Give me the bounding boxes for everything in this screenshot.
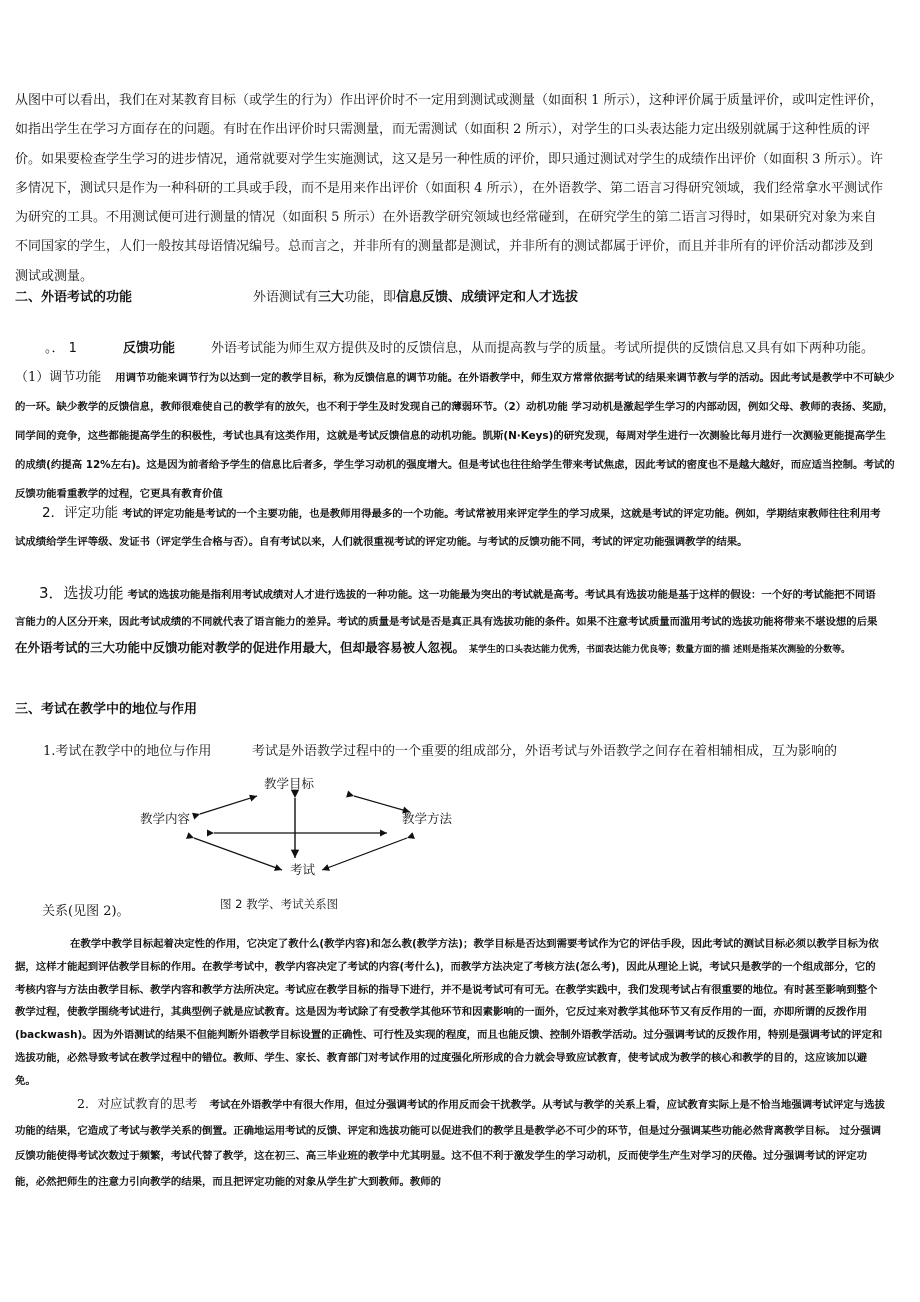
role-text: 考试是外语教学过程中的一个重要的组成部分，外语考试与外语教学之间存在着相辅相成，互为影响的 [252, 744, 838, 759]
diagram-node-method: 教学方法 [402, 811, 453, 826]
diagram-node-goal: 教学目标 [264, 776, 315, 791]
regulation-subheading: （1）调节功能 [15, 369, 102, 385]
exam-oriented-paragraph [15, 1092, 885, 1194]
subtitle-bold: 信息反馈、成绩评定和人才选拔 [396, 290, 579, 305]
selection-emphasis: 在外语考试的三大功能中反馈功能对教学的促进作用最大，但却最容易被人忽视。 [15, 640, 466, 655]
teaching-role-paragraph [15, 933, 885, 1093]
feedback-body: 用调节功能来调节行为以达到一定的教学目标，称为反馈信息的调节功能。在外语教学中，师生双方常常依据考试的结果来调节教与学的活动。因此考试是教学中不可缺少的一环。缺少教学的反馈信息，教师很难使自己的教学有的放矢，也不利于学生及时发现自己的薄弱环节。（2）动机功能 学习动机是激起学生学习的内部动因，例如父母、教师的表扬、奖励，同学间的竞争，这些都能提高学生的积极性，考试也具有这类作用，这就是考试反馈信息的动机功能。凯斯(N·Keys)的研究发现，每周对学生进行一次测验比每月进行一次测验更能提高学生的成绩(约提高 12%左右)。这是因为前者给予学生的信息比后者多，学生学习动机的强度增大。但是考试也往往给学生带来考试焦虑，因此考试的密度也不是越大越好，而应适当控制。考试的反馈功能看重教学的过程，它更具有教育价值 [15, 371, 895, 500]
teaching-role-text: 在教学中教学目标起着决定性的作用，它决定了教什么(教学内容)和怎么教(教学方法)；教学目标是否达到需要考试作为它的评估手段，因此考试的测试目标必须以教学目标为依据，这样才能起到评估教学目标的作用。在教学考试中，教学内容决定了考试的内容(考什么)，而教学方法决定了考核方法(怎么考)，因此从理论上说，考试只是教学的一个组成部分，它的考核内容与方法由教学目标、教学内容和教学方法所决定。考试应在教学目标的指导下进行，并不是说考试可有可无。在教学实践中，我们发现考试占有很重要的地位。有时甚至影响到整个教学过程，使教学围绕考试进行，其典型例子就是应试教育。这是因为考试除了有受教学其他环节和因素影响的一面外，它反过来对教学其他环节又有反作用的一面，亦即所谓的反拨作用(backwash)。因为外语测试的结果不但能判断外语教学目标设置的正确性、可行性及实现的程度，而且也能反馈、控制外语教学活动。过分强调考试的反拨作用，特别是强调考试的评定和选拔功能，必然导致考试在教学过程中的错位。教师、学生、家长、教育部门对考试作用的过度强化所形成的合力就会导致应试教育，使考试成为教学的核心和教学的目的，这应该加以避免。 [15, 938, 883, 1087]
section-subtitle [253, 286, 578, 305]
diagram-arrow-method-exam [322, 838, 407, 870]
subtitle-bold: 三大 [318, 290, 345, 305]
exam-oriented-heading: 2．对应试教育的思考 [77, 1096, 198, 1111]
diagram-caption: 图 2 教学、考试关系图 [220, 897, 339, 911]
teaching-exam-diagram [132, 770, 492, 915]
selection-tail: 某学生的口头表达能力优秀，书面表达能力优良等；数量方面的描 述则是指某次测验的分数等。 [469, 645, 851, 655]
relation-text: 关系(见图 2)。 [42, 904, 130, 919]
evaluation-function-section [15, 500, 885, 556]
feedback-lead: 外语考试能为师生双方提供及时的反馈信息，从而提高教与学的质量。考试所提供的反馈信息又具有如下两种功能。 [211, 341, 875, 356]
subtitle-part: 功能，即 [344, 290, 397, 305]
selection-body: 考试的选拔功能是指利用考试成绩对人才进行选拔的一种功能。这一功能最为突出的考试就是高考。考试具有选拔功能是基于这样的假设：一个好的考试能把不同语言能力的人区分开来，因此考试成绩的不同就代表了语言能力的差异。考试的质量是考试是否是真正具有选拔功能的条件。如果不注意考试质量而滥用考试的选拔功能将带来不堪设想的后果 [15, 589, 878, 628]
selection-heading: 3．选拔功能 [39, 584, 124, 602]
subtitle-part: 外语测试有 [253, 290, 319, 305]
section-number: 。． 1 [45, 341, 77, 356]
feedback-heading: 反馈功能 [123, 341, 176, 356]
evaluation-heading: 2．评定功能 [42, 505, 119, 521]
diagram-arrow-goal-method [354, 796, 410, 812]
selection-function-section [15, 580, 885, 663]
diagram-node-exam: 考试 [290, 862, 316, 877]
section-heading-text: 二、外语考试的功能 [15, 290, 133, 305]
section-heading-role: 三、考试在教学中的地位与作用 [15, 702, 198, 717]
diagram-arrow-content-goal [200, 796, 257, 814]
diagram-arrow-content-exam [194, 838, 282, 870]
feedback-function-section [15, 334, 895, 508]
evaluation-body: 考试的评定功能是考试的一个主要功能，也是教师用得最多的一个功能。考试常被用来评定学生的学习成果，这就是考试的评定功能。例如，学期结束教师往往利用考试成绩给学生评等级、发证书（评定学生合格与否）。自有考试以来，人们就很重视考试的评定功能。与考试的反馈功能不同，考试的评定功能强调教学的结果。 [15, 508, 881, 548]
role-subheading: 1.考试在教学中的地位与作用 [43, 744, 212, 759]
diagram-node-content: 教学内容 [140, 811, 191, 826]
intro-paragraph: 从图中可以看出，我们在对某教育目标（或学生的行为）作出评价时不一定用到测试或测量（如面积 1 所示），这种评价属于质量评价，或叫定性评价，如指出学生在学习方面存在的问题。有时在作出评价时只需测量，而无需测试（如面积 2 所示），对学生的口头表达能力定出级别就属于这种性质的评价。如果要检查学生学习的进步情况，通常就要对学生实施测试，这又是另一种性质的评价，即只通过测试对学生的成绩作出评价（如面积 3 所示）。许多情况下，测试只是作为一种科研的工具或手段，而不是用来作出评价（如面积 4 所示），在外语教学、第二语言习得研究领域，我们经常拿水平测试作为研究的工具。不用测试便可进行测量的情况（如面积 5 所示）在外语教学研究领域也经常碰到，在研究学生的第二语言习得时，如果研究对象为来自不同国家的学生，人们一般按其母语情况编号。总而言之，并非所有的测量都是测试，并非所有的测试都属于评价，而且并非所有的评价活动都涉及到测试或测量。 [15, 93, 884, 284]
section-heading-functions [15, 286, 895, 305]
exam-oriented-text: 考试在外语教学中有很大作用，但过分强调考试的作用反而会干扰教学。从考试与教学的关系上看，应试教育实际上是不恰当地强调考试评定与选拔功能的结果，它造成了考试与教学关系的倒置。正确地运用考试的反馈、评定和选拔功能可以促进我们的教学且是教学必不可少的环节，但是过分强调某些功能必然背离教学目标。 过分强调反馈功能使得考试次数过于频繁，考试代替了教学，这在初三、高三毕业班的教学中尤其明显。这不但不利于激发学生的学习动机，反而使学生产生对学习的厌倦。过分强调考试的评定功能，必然把师生的注意力引向教学的结果，而且把评定功能的对象从学生扩大到教师。教师的 [15, 1099, 885, 1188]
